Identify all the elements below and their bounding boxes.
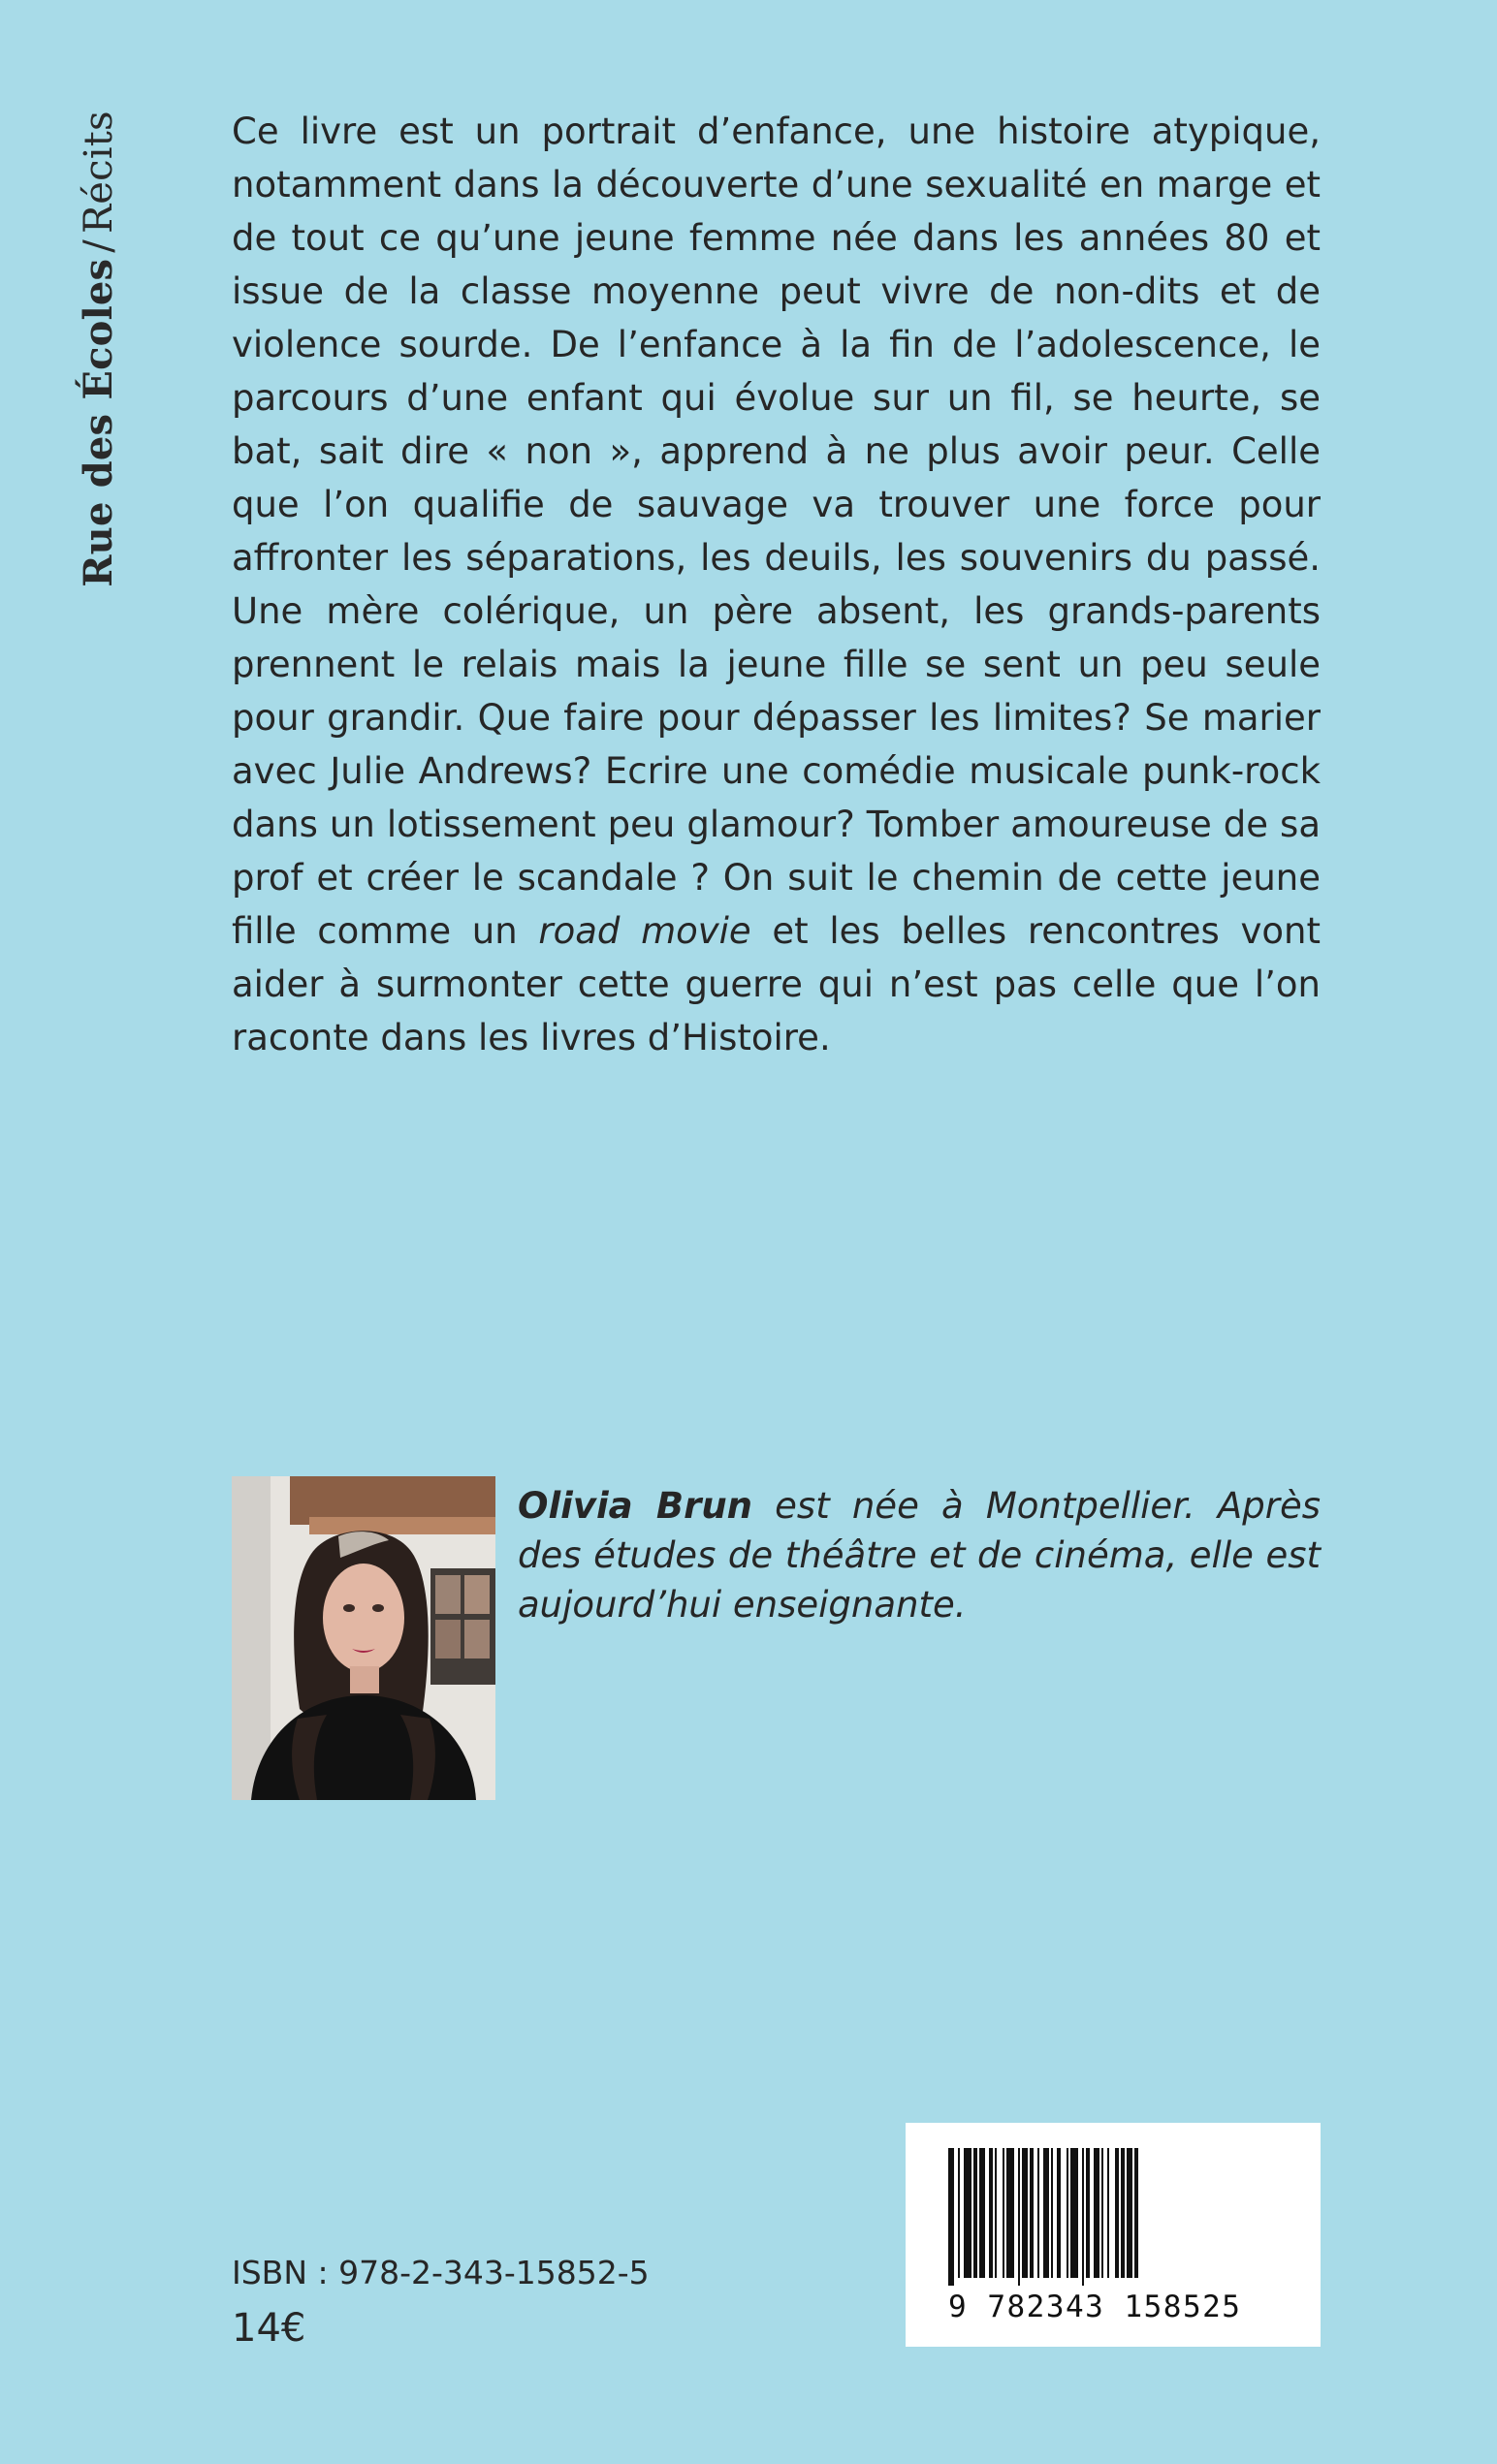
barcode-bar [995,2148,997,2278]
series-label [76,111,122,586]
barcode-bar [1082,2148,1084,2286]
barcode-bar [1003,2148,1004,2278]
barcode-bar [1018,2148,1020,2286]
barcode-bar [1057,2148,1061,2278]
barcode-bar [1107,2148,1109,2278]
barcode-bar [1086,2148,1090,2278]
barcode-bar [979,2148,985,2278]
barcode-bar [1043,2148,1049,2278]
barcode-bar [958,2148,960,2278]
barcode-bar [1127,2148,1132,2278]
series-separator: / [77,239,122,253]
barcode-bar [1121,2148,1125,2278]
barcode-bars-icon [948,2148,1255,2286]
blurb-text-italic: road movie [538,910,751,952]
barcode-bar [1101,2148,1103,2278]
author-bio [518,1481,1321,1629]
barcode-bar [1067,2148,1068,2278]
barcode-bar [964,2148,971,2278]
barcode-bar [1094,2148,1099,2278]
barcode-bar [1037,2148,1039,2278]
barcode-bar [1022,2148,1028,2278]
barcode-bar [973,2148,977,2278]
series-label-text [76,111,122,587]
author-name: Olivia Brun [518,1485,752,1527]
barcode-bar [1115,2148,1119,2278]
barcode-bar [1070,2148,1078,2278]
barcode-bar [1006,2148,1014,2278]
back-cover-blurb [232,105,1321,1064]
blurb-text-end: et les belles rencontres vont aider à surmonter cette guerre qui n’est pas celle que l’on raconte dans les livres d’Histoire. [232,910,1321,1058]
isbn: ISBN : 978-2-343-15852-5 [232,2254,650,2291]
barcode-bar [1051,2148,1053,2278]
barcode [906,2123,1321,2347]
barcode-bar [1134,2148,1138,2278]
barcode-bar [948,2148,954,2286]
author-photo [232,1476,495,1800]
price: 14€ [232,2306,306,2351]
blurb-text-main: Ce livre est un portrait d’enfance, une histoire atypique, notamment dans la découverte d’une sexualité en marge et de tout ce qu’une jeune femme née dans les années 80 et issue de la classe moyenne peut vivre de non-dits et de violence sourde. De l’enfance à la fin de l’adolescence, le parcours d’une enfant qui évolue sur un fil, se heurte, se bat, sait dire « non », apprend à ne plus avoir peur. Celle que l’on qualifie de sauvage va trouver une force pour affronter les séparations, les deuils, les souvenirs du passé. Une mère colérique, un père absent, les grands-parents prennent le relais mais la jeune fille se sent un peu seule pour grandir. Que faire pour dépasser les limites? Se marier avec Julie Andrews? Ecrire une comédie musicale punk-rock dans un lotissement peu glamour? Tomber amoureuse de sa prof et créer le scandale ? On suit le chemin de cette jeune fille comme un [232,111,1321,952]
author-bio-text: est née à Montpellier. Après des études de théâtre et de cinéma, elle est aujourd’hui enseignante. [518,1485,1321,1626]
series-subtitle: Récits [77,111,122,235]
barcode-bar [989,2148,993,2278]
barcode-digits: 9 782343 158525 [948,2290,1242,2324]
barcode-bar [1030,2148,1034,2278]
series-name: Rue des Écoles [76,258,122,587]
